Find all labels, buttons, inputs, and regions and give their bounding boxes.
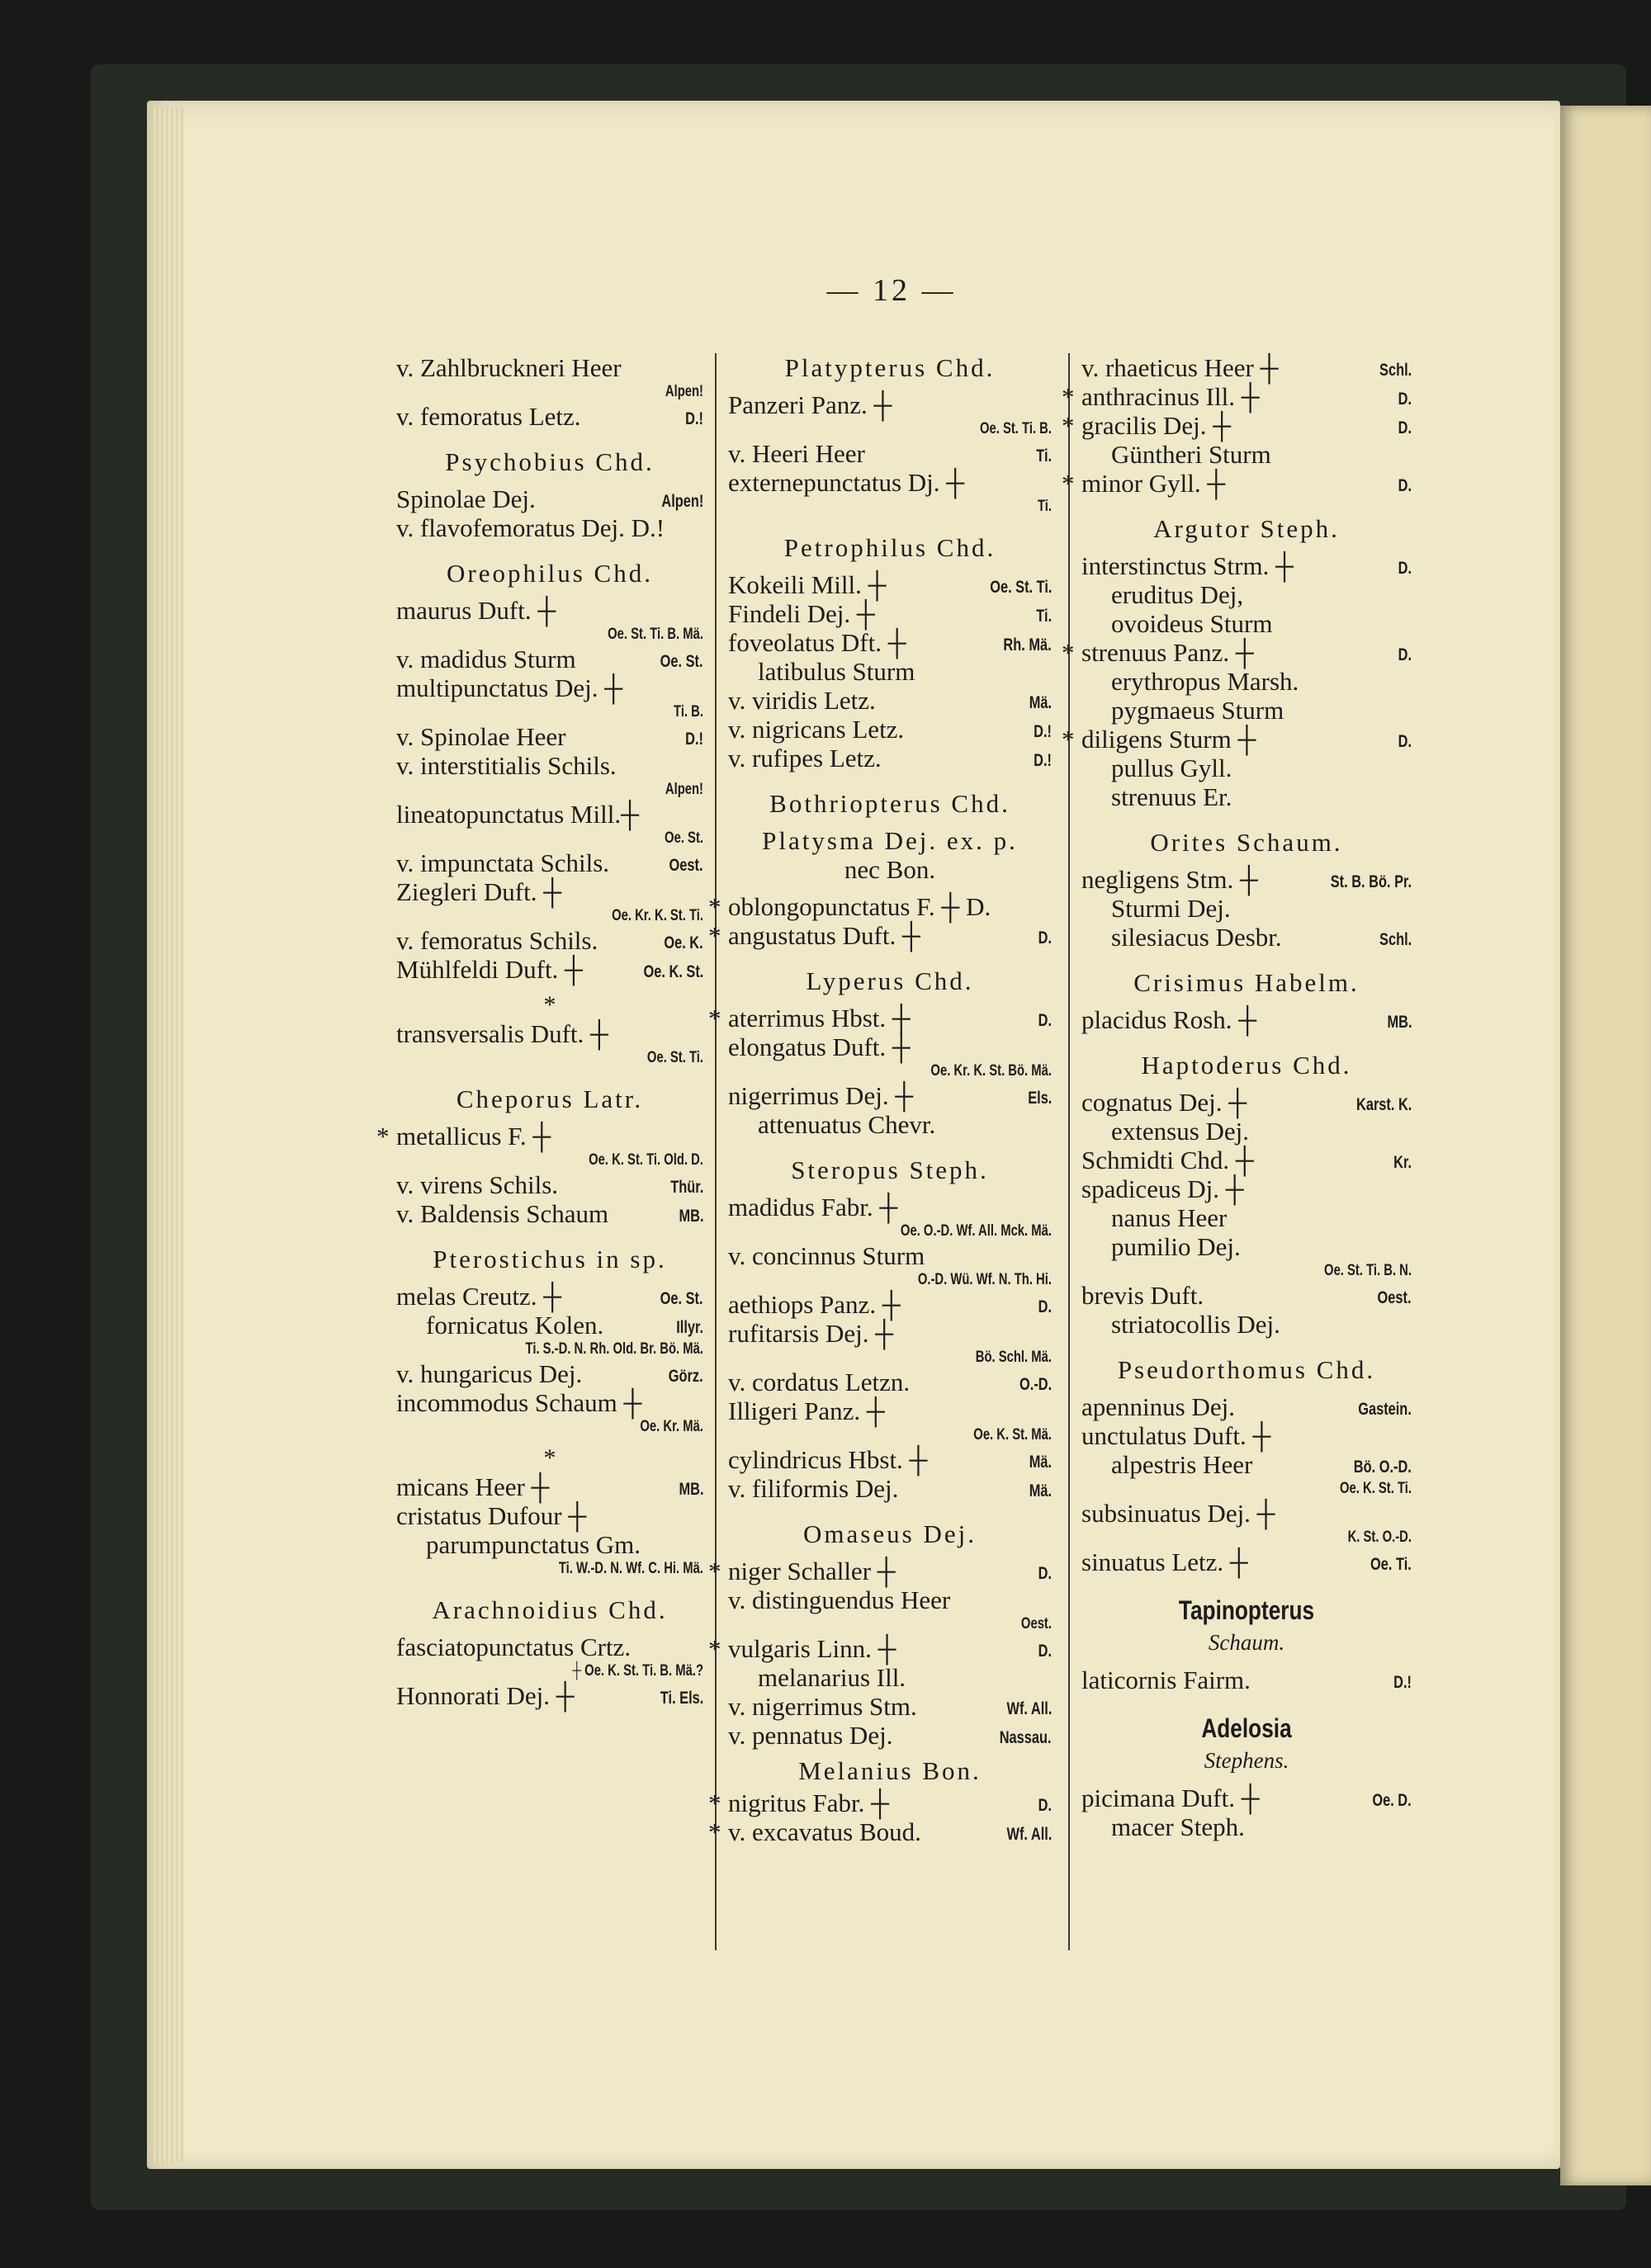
species-entry: brevis Duft. Oest. [1081,1281,1412,1310]
distribution: Oe. St. [660,1289,703,1308]
genus-heading: Bothriopterus Chd. [769,789,1010,818]
column-rule [715,353,717,1950]
species-entry: * minor Gyll. ┼ D. [1081,469,1412,498]
species-entry: fornicatus Kolen. Illyr. [396,1311,703,1340]
species-entry: * metallicus F. ┼ [396,1122,703,1151]
species-entry: Güntheri Sturm [1111,440,1271,469]
distribution: Oe. Kr. K. St. Bö. Mä. [930,1062,1052,1080]
species-entry: rufitarsis Dej. ┼ [728,1319,894,1348]
species-entry: aethiops Panz. ┼ D. [728,1290,1052,1319]
distribution: Oe. St. Ti. [646,1049,703,1066]
column-3 [1081,353,1412,1841]
species-entry: * diligens Sturm ┼ D. [1081,725,1412,754]
distribution: Oe. St. Ti. B. [979,420,1052,437]
species-entry: Findeli Dej. ┼ Ti. [728,599,1052,628]
species-entry: v. Baldensis Schaum MB. [396,1199,703,1228]
species-entry: alpestris Heer Bö. O.-D. [1081,1450,1412,1479]
distribution: Rh. Mä. [1003,636,1052,654]
species-entry: * vulgaris Linn. ┼ D. [728,1634,1052,1663]
species-entry: negligens Stm. ┼ St. B. Bö. Pr. [1081,865,1412,894]
distribution: Oe. Kr. Mä. [640,1418,703,1435]
genus-heading: Arachnoidius Chd. [432,1595,668,1624]
distribution: Alpen! [665,383,703,400]
distribution: Oe. Kr. K. St. Ti. [612,907,703,924]
page-number: — 12 — [826,273,957,308]
species-entry: macer Steph. [1111,1812,1245,1841]
genus-heading: Petrophilus Chd. [783,533,996,562]
species-entry: striatocollis Dej. [1111,1310,1280,1339]
distribution: Oe. Ti. [1370,1555,1412,1574]
species-entry: cognatus Dej. ┼ Karst. K. [1081,1088,1412,1117]
distribution: Ti. W.-D. N. Wf. C. Hi. Mä. [558,1560,703,1577]
distribution: Nassau. [1000,1728,1052,1747]
distribution: O.-D. [1019,1375,1052,1394]
distribution: D.! [685,730,703,749]
distribution: D. [1038,1796,1052,1815]
genus-heading: Crisimus Habelm. [1133,968,1360,997]
distribution: Alpen! [665,781,703,798]
species-entry: Panzeri Panz. ┼ [728,390,892,419]
species-entry: fasciatopunctatus Crtz. [396,1632,632,1661]
genus-heading: Melanius Bon. [798,1756,982,1785]
distribution: Oe. St. Ti. [989,578,1052,597]
species-entry: * niger Schaller ┼ D. [728,1557,1052,1585]
genus-heading: Pseudorthomus Chd. [1117,1355,1376,1384]
species-entry: pullus Gyll. [1111,754,1232,782]
distribution: Oe. K. [664,933,703,952]
species-entry: v. femoratus Schils. Oe. K. [396,926,703,955]
species-entry: melas Creutz. ┼ Oe. St. [396,1282,703,1311]
distribution: D. [1398,732,1412,751]
species-entry: v. Spinolae Heer D.! [396,722,703,751]
genus-heading: Lyperus Chd. [806,966,974,995]
distribution: Ti. S.-D. N. Rh. Old. Br. Bö. Mä. [525,1340,703,1358]
species-entry: Kokeili Mill. ┼ Oe. St. Ti. [728,570,1052,599]
species-entry: latibulus Sturm [758,657,915,686]
distribution: Karst. K. [1355,1095,1412,1114]
distribution: Ti. B. [674,703,703,721]
distribution: Wf. All. [1006,1699,1052,1718]
species-entry: incommodus Schaum ┼ [396,1388,642,1417]
species-entry: cylindricus Hbst. ┼ Mä. [728,1445,1052,1474]
distribution: D. [1038,1297,1052,1316]
genus-author: Stephens. [1204,1748,1289,1773]
distribution: MB. [1386,1013,1412,1032]
distribution: D. [1038,1011,1052,1030]
species-entry: placidus Rosh. ┼ MB. [1081,1005,1412,1034]
distribution: Mä. [1029,693,1052,712]
species-entry: v. pennatus Dej. Nassau. [728,1721,1052,1750]
species-entry: v. distinguendus Heer [728,1585,951,1614]
distribution: D. [1038,1642,1052,1661]
distribution: Bö. Schl. Mä. [975,1349,1052,1366]
distribution: MB. [678,1480,703,1499]
distribution: Mä. [1029,1481,1052,1500]
species-entry: extensus Dej. [1111,1117,1250,1146]
species-entry: Illigeri Panz. ┼ [728,1396,885,1425]
distribution: Oe. St. Ti. B. N. [1324,1262,1412,1279]
distribution: D. [1398,476,1412,495]
species-entry: strenuus Er. [1111,782,1232,811]
genus-heading: Argutor Steph. [1153,514,1340,543]
species-entry: attenuatus Chevr. [758,1110,936,1139]
distribution: Thür. [669,1178,703,1197]
species-entry: v. rhaeticus Heer ┼ Schl. [1081,353,1412,382]
species-entry: * oblongopunctatus F. ┼ D. [728,892,1052,921]
distribution: Oe. K. St. Ti. [1339,1480,1412,1497]
species-entry: picimana Duft. ┼ Oe. D. [1081,1784,1412,1812]
distribution: St. B. Bö. Pr. [1330,872,1412,891]
column-1 [396,353,703,1710]
species-entry: erythropus Marsh. [1111,667,1299,696]
distribution: Ti. [1036,607,1052,626]
distribution: D. [1398,559,1412,578]
species-entry: laticornis Fairm. D.! [1081,1666,1412,1694]
asterisk-separator: * [543,991,556,1018]
distribution: K. St. O.-D. [1347,1529,1412,1546]
species-entry: v. hungaricus Dej. Görz. [396,1359,703,1388]
species-entry: Ziegleri Duft. ┼ [396,877,562,906]
distribution: D. [1398,645,1412,664]
distribution: MB. [678,1207,703,1226]
species-entry: spadiceus Dj. ┼ [1081,1174,1244,1203]
distribution: Oe. K. St. [643,962,703,981]
species-entry: foveolatus Dft. ┼ Rh. Mä. [728,628,1052,657]
genus-heading: Psychobius Chd. [445,447,655,476]
species-entry: v. femoratus Letz. D.! [396,402,703,431]
species-entry: v. rufipes Letz. D.! [728,744,1052,773]
species-entry: Mühlfeldi Duft. ┼ Oe. K. St. [396,955,703,984]
distribution: D.! [1034,722,1052,741]
distribution: D. [1398,418,1412,437]
distribution: Oe. O.-D. Wf. All. Mck. Mä. [900,1222,1052,1240]
species-entry: v. filiformis Dej. Mä. [728,1474,1052,1503]
genus-heading: Steropus Steph. [791,1155,989,1184]
distribution: Schl. [1379,361,1412,380]
genus-heading: Platysma Dej. ex. p. [762,826,1018,855]
genus-heading: Adelosia [1201,1713,1292,1743]
species-entry: subsinuatus Dej. ┼ [1081,1499,1275,1528]
distribution: Alpen! [661,492,703,511]
species-entry: pumilio Dej. [1111,1232,1241,1261]
species-entry: sinuatus Letz. ┼ Oe. Ti. [1081,1547,1412,1576]
species-entry: Schmidti Chd. ┼ Kr. [1081,1146,1412,1174]
species-entry: transversalis Duft. ┼ [396,1019,608,1048]
species-entry: v. impunctata Schils. Oest. [396,848,703,877]
distribution: Oe. K. St. Ti. Old. D. [589,1151,703,1169]
distribution: Oe. St. [665,829,703,847]
species-entry: nanus Heer [1111,1203,1228,1232]
genus-heading-note: nec Bon. [844,855,936,884]
genus-heading: Haptoderus Chd. [1141,1051,1352,1080]
genus-heading: Omaseus Dej. [803,1519,977,1548]
species-entry: * nigritus Fabr. ┼ D. [728,1788,1052,1817]
species-entry: elongatus Duft. ┼ [728,1032,911,1061]
genus-heading: Cheporus Latr. [456,1084,644,1113]
species-entry: cristatus Dufour ┼ [396,1501,587,1530]
species-entry: madidus Fabr. ┼ [728,1193,898,1221]
distribution: Ti. [1037,498,1052,515]
species-entry: maurus Duft. ┼ [396,596,556,625]
distribution: Gastein. [1358,1400,1412,1419]
species-entry: v. nigricans Letz. D.! [728,715,1052,744]
distribution: Oe. K. St. Mä. [973,1426,1052,1443]
distribution: D.! [685,409,703,428]
distribution: Wf. All. [1006,1825,1052,1844]
species-entry: v. Zahlbruckneri Heer [396,353,622,382]
species-entry: v. nigerrimus Stm. Wf. All. [728,1692,1052,1721]
distribution: Mä. [1029,1453,1052,1472]
species-entry: * anthracinus Ill. ┼ D. [1081,382,1412,411]
species-entry: v. madidus Sturm Oe. St. [396,645,703,673]
species-entry: nigerrimus Dej. ┼ Els. [728,1081,1052,1110]
distribution: Els. [1027,1089,1052,1108]
genus-heading: Pterostichus in sp. [433,1245,667,1273]
species-entry: micans Heer ┼ MB. [396,1472,703,1501]
distribution: D. [1398,390,1412,409]
species-entry: ovoideus Sturm [1111,609,1273,638]
distribution: Oest. [1378,1288,1412,1307]
distribution: Oe. St. Ti. B. Mä. [608,626,703,643]
species-entry: melanarius Ill. [758,1663,906,1692]
species-entry: v. cordatus Letzn. O.-D. [728,1368,1052,1396]
distribution: Görz. [669,1367,703,1386]
species-entry: Spinolae Dej. Alpen! [396,484,703,513]
genus-heading: Oreophilus Chd. [447,559,653,588]
species-entry: multipunctatus Dej. ┼ [396,673,623,702]
page-edges [151,107,184,2162]
species-entry: Sturmi Dej. [1111,894,1231,923]
species-entry: externepunctatus Dj. ┼ [728,468,965,497]
species-entry: v. flavofemoratus Dej. D.! [396,513,665,542]
distribution: Schl. [1379,930,1412,949]
species-entry: lineatopunctatus Mill.┼ [396,800,640,829]
genus-heading: Platypterus Chd. [784,353,996,382]
column-rule [1068,353,1070,1950]
column-2 [728,353,1052,1846]
genus-author: Schaum. [1208,1630,1285,1655]
species-entry: v. virens Schils. Thür. [396,1170,703,1199]
facing-page-edge [1560,106,1651,2185]
distribution: O.-D. Wü. Wf. N. Th. Hi. [917,1271,1052,1288]
species-entry: v. Heeri Heer Ti. [728,439,1052,468]
species-entry: v. concinnus Sturm [728,1241,925,1270]
species-entry: eruditus Dej, [1111,580,1244,609]
distribution: ┼ Oe. K. St. Ti. B. Mä.? [572,1662,703,1680]
species-entry: apenninus Dej. Gastein. [1081,1392,1412,1421]
distribution: D. [1038,1564,1052,1583]
genus-heading: Tapinopterus [1178,1595,1315,1625]
species-entry: * angustatus Duft. ┼ D. [728,921,1052,950]
distribution: D.! [1034,751,1052,770]
species-entry: * strenuus Panz. ┼ D. [1081,638,1412,667]
distribution: Oest. [1020,1615,1052,1632]
species-entry: v. interstitialis Schils. [396,751,617,780]
species-entry: v. viridis Letz. Mä. [728,686,1052,715]
species-entry: silesiacus Desbr. Schl. [1081,923,1412,952]
distribution: Kr. [1393,1153,1412,1172]
distribution: Ti. Els. [660,1689,703,1708]
genus-heading: Orites Schaum. [1150,828,1343,857]
distribution: D. [1038,928,1052,947]
species-entry: * v. excavatus Boud. Wf. All. [728,1817,1052,1846]
species-entry: unctulatus Duft. ┼ [1081,1421,1271,1450]
distribution: Ti. [1036,447,1052,465]
species-entry: * aterrimus Hbst. ┼ D. [728,1004,1052,1032]
species-entry: parumpunctatus Gm. [426,1530,641,1559]
distribution: Bö. O.-D. [1353,1458,1412,1477]
species-entry: * gracilis Dej. ┼ D. [1081,411,1412,440]
distribution: Oest. [669,856,703,875]
distribution: D.! [1393,1673,1412,1692]
species-entry: pygmaeus Sturm [1111,696,1284,725]
species-entry: Honnorati Dej. ┼ Ti. Els. [396,1681,703,1710]
distribution: Oe. St. [660,652,703,671]
distribution: Oe. D. [1372,1791,1412,1810]
species-entry: interstinctus Strm. ┼ D. [1081,551,1412,580]
distribution: Illyr. [676,1318,703,1337]
asterisk-separator: * [543,1444,556,1472]
